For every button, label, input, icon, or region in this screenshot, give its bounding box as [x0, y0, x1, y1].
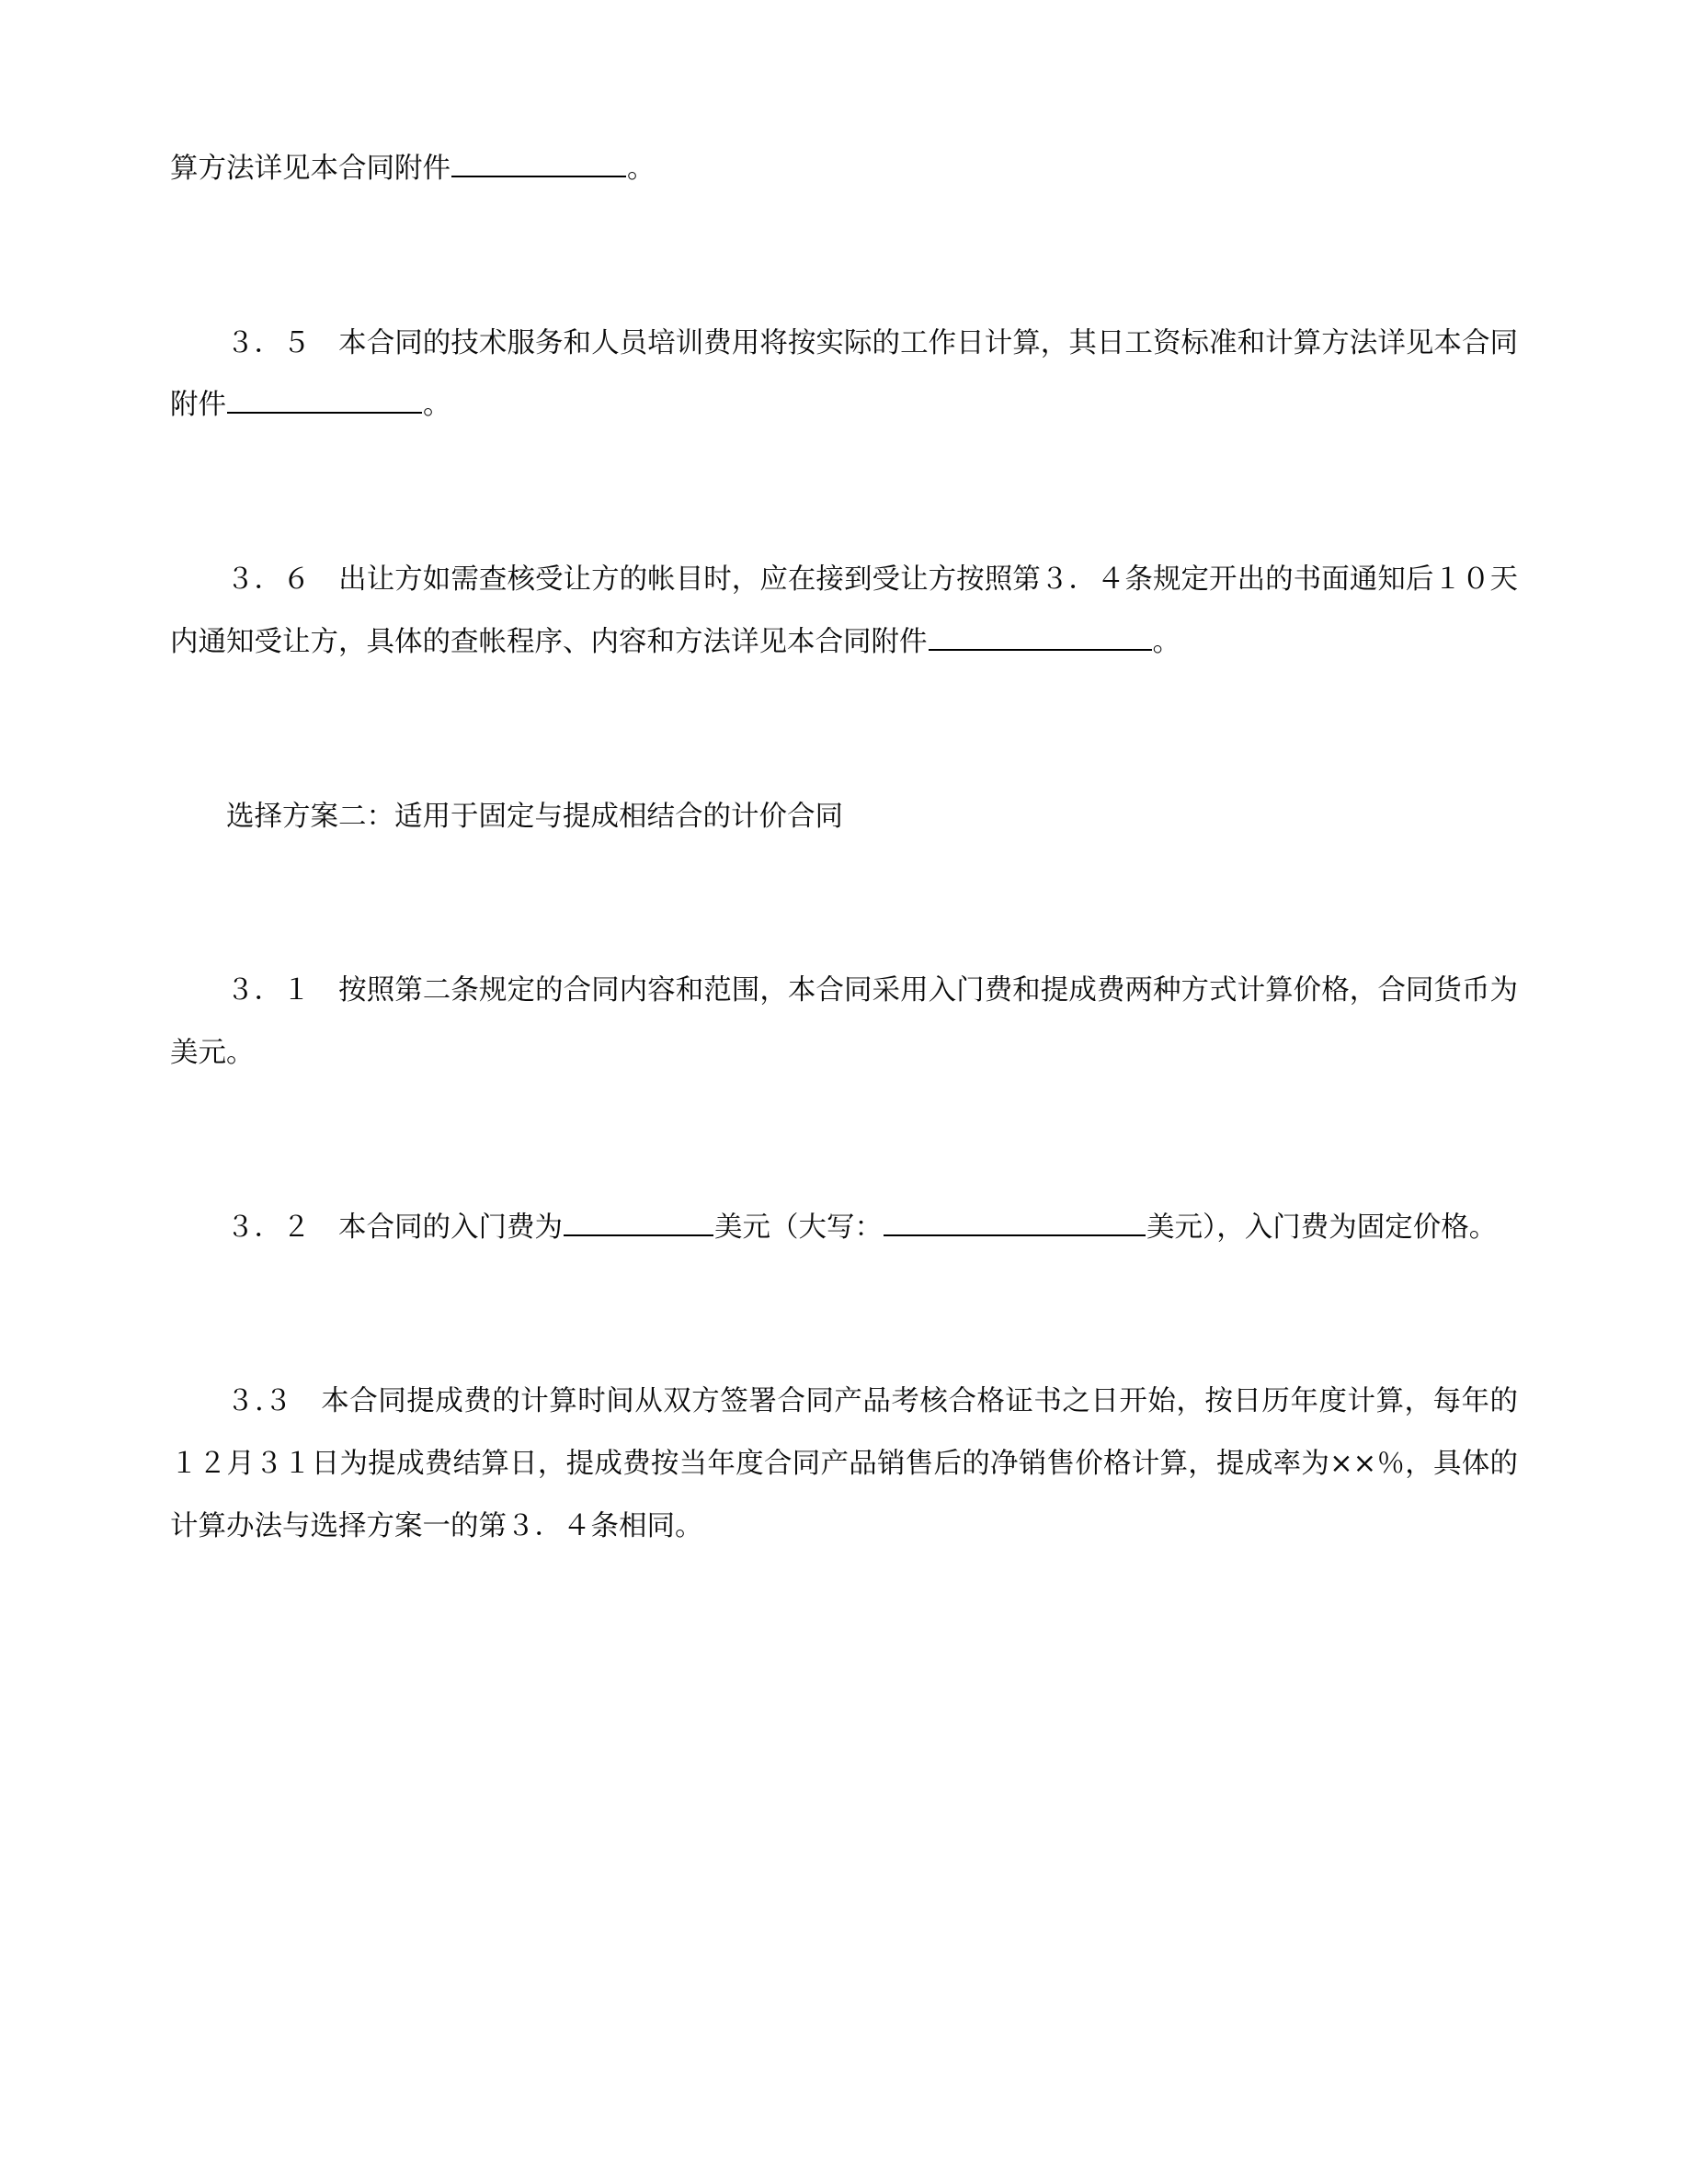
paragraph-spacer: [170, 248, 1518, 313]
paragraph-option-two-heading: [170, 786, 1518, 848]
fill-in-blank[interactable]: [929, 620, 1152, 651]
fill-in-blank[interactable]: [564, 1205, 713, 1236]
paragraph-spacer: [170, 484, 1518, 549]
text-run: ３．１ 按照第二条规定的合同内容和范围，本合同采用入门费和提成费两种方式计算价格，合同货币为美元。: [170, 974, 1518, 1069]
text-run: 美元），入门费为固定价格。: [1146, 1211, 1498, 1244]
fill-in-blank[interactable]: [884, 1205, 1146, 1236]
paragraph-spacer: [170, 1306, 1518, 1371]
text-run: 。: [423, 389, 451, 422]
text-run: 。: [1152, 625, 1180, 658]
paragraph-clause-3-5: [170, 313, 1518, 437]
paragraph-clause-3-1: [170, 960, 1518, 1084]
text-run: ３.３ 本合同提成费的计算时间从双方签署合同产品考核合格证书之日开始，按日历年度计算，每年的１２月３１日为提成费结算日，提成费按当年度合同产品销售后的净销售价格计算，提成率为××％，具体的计算办法与选择方案一的第３．４条相同。: [170, 1385, 1518, 1542]
text-run: ３．６ 出让方如需查核受让方的帐目时，应在接到受让方按照第３．４条规定开出的书面通知后１０天内通知受让方，具体的查帐程序、内容和方法详见本合同附件: [170, 563, 1518, 658]
paragraph-clause-3-3: [170, 1371, 1518, 1557]
paragraph-spacer: [170, 1132, 1518, 1197]
fill-in-blank[interactable]: [451, 146, 626, 177]
text-run: ３．２ 本合同的入门费为: [226, 1211, 563, 1244]
text-run: 算方法详见本合同附件: [170, 153, 451, 185]
text-run: 美元（大写：: [714, 1211, 883, 1244]
paragraph-spacer: [170, 895, 1518, 960]
fill-in-blank[interactable]: [227, 382, 422, 414]
paragraph-spacer: [170, 722, 1518, 786]
paragraph-clause-3-2: [170, 1197, 1518, 1259]
text-run: 。: [627, 153, 656, 185]
paragraph-clause-3-6: [170, 549, 1518, 673]
text-run: ３．５ 本合同的技术服务和人员培训费用将按实际的工作日计算，其日工资标准和计算方法详见本合同附件: [170, 326, 1518, 422]
paragraph-continuation: [170, 138, 1518, 200]
text-run: 选择方案二：适用于固定与提成相结合的计价合同: [226, 800, 843, 833]
document-body: [170, 138, 1518, 1557]
